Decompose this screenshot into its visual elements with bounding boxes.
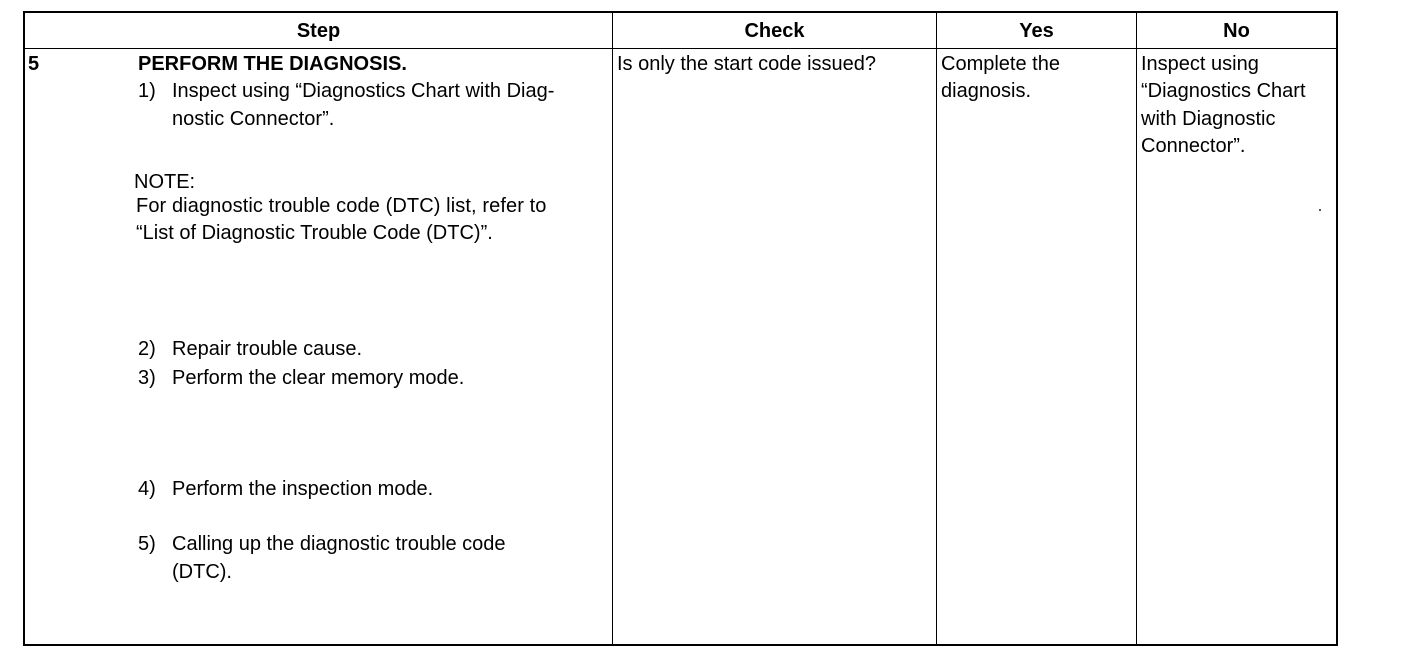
check-text: Is only the start code issued?: [617, 53, 877, 75]
item-text: nostic Connector”.: [172, 108, 335, 130]
header-check: Check: [744, 20, 805, 42]
yes-text: diagnosis.: [941, 80, 1032, 102]
item-number: 3): [138, 367, 156, 389]
item-number: 4): [138, 478, 156, 500]
header-no: No: [1223, 20, 1250, 42]
item-text: Perform the clear memory mode.: [172, 367, 465, 389]
column-divider: [612, 13, 613, 644]
no-text: Inspect using: [1141, 53, 1259, 75]
note-text: For diagnostic trouble code (DTC) list, refer to: [136, 195, 547, 217]
item-number: 1): [138, 80, 156, 102]
header-yes: Yes: [1019, 20, 1054, 42]
item-text: Inspect using “Diagnostics Chart with Diag-: [172, 80, 555, 102]
item-text: Perform the inspection mode.: [172, 478, 434, 500]
note-label: NOTE:: [134, 171, 196, 193]
column-divider: [936, 13, 937, 644]
item-text: Calling up the diagnostic trouble code: [172, 533, 506, 555]
item-number: 2): [138, 338, 156, 360]
no-text: Connector”.: [1141, 135, 1246, 157]
diagnosis-table: [23, 11, 1338, 646]
note-text: “List of Diagnostic Trouble Code (DTC)”.: [136, 222, 493, 244]
step-number: 5: [28, 53, 40, 75]
item-text: Repair trouble cause.: [172, 338, 363, 360]
column-divider: [1136, 13, 1137, 644]
step-title: PERFORM THE DIAGNOSIS.: [138, 53, 407, 75]
item-text: (DTC).: [172, 561, 232, 583]
header-divider: [25, 48, 1336, 49]
item-number: 5): [138, 533, 156, 555]
header-step: Step: [296, 20, 341, 42]
no-text: “Diagnostics Chart: [1141, 80, 1306, 102]
yes-text: Complete the: [941, 53, 1060, 75]
no-text: with Diagnostic: [1141, 108, 1276, 130]
stray-mark: [1319, 209, 1321, 211]
